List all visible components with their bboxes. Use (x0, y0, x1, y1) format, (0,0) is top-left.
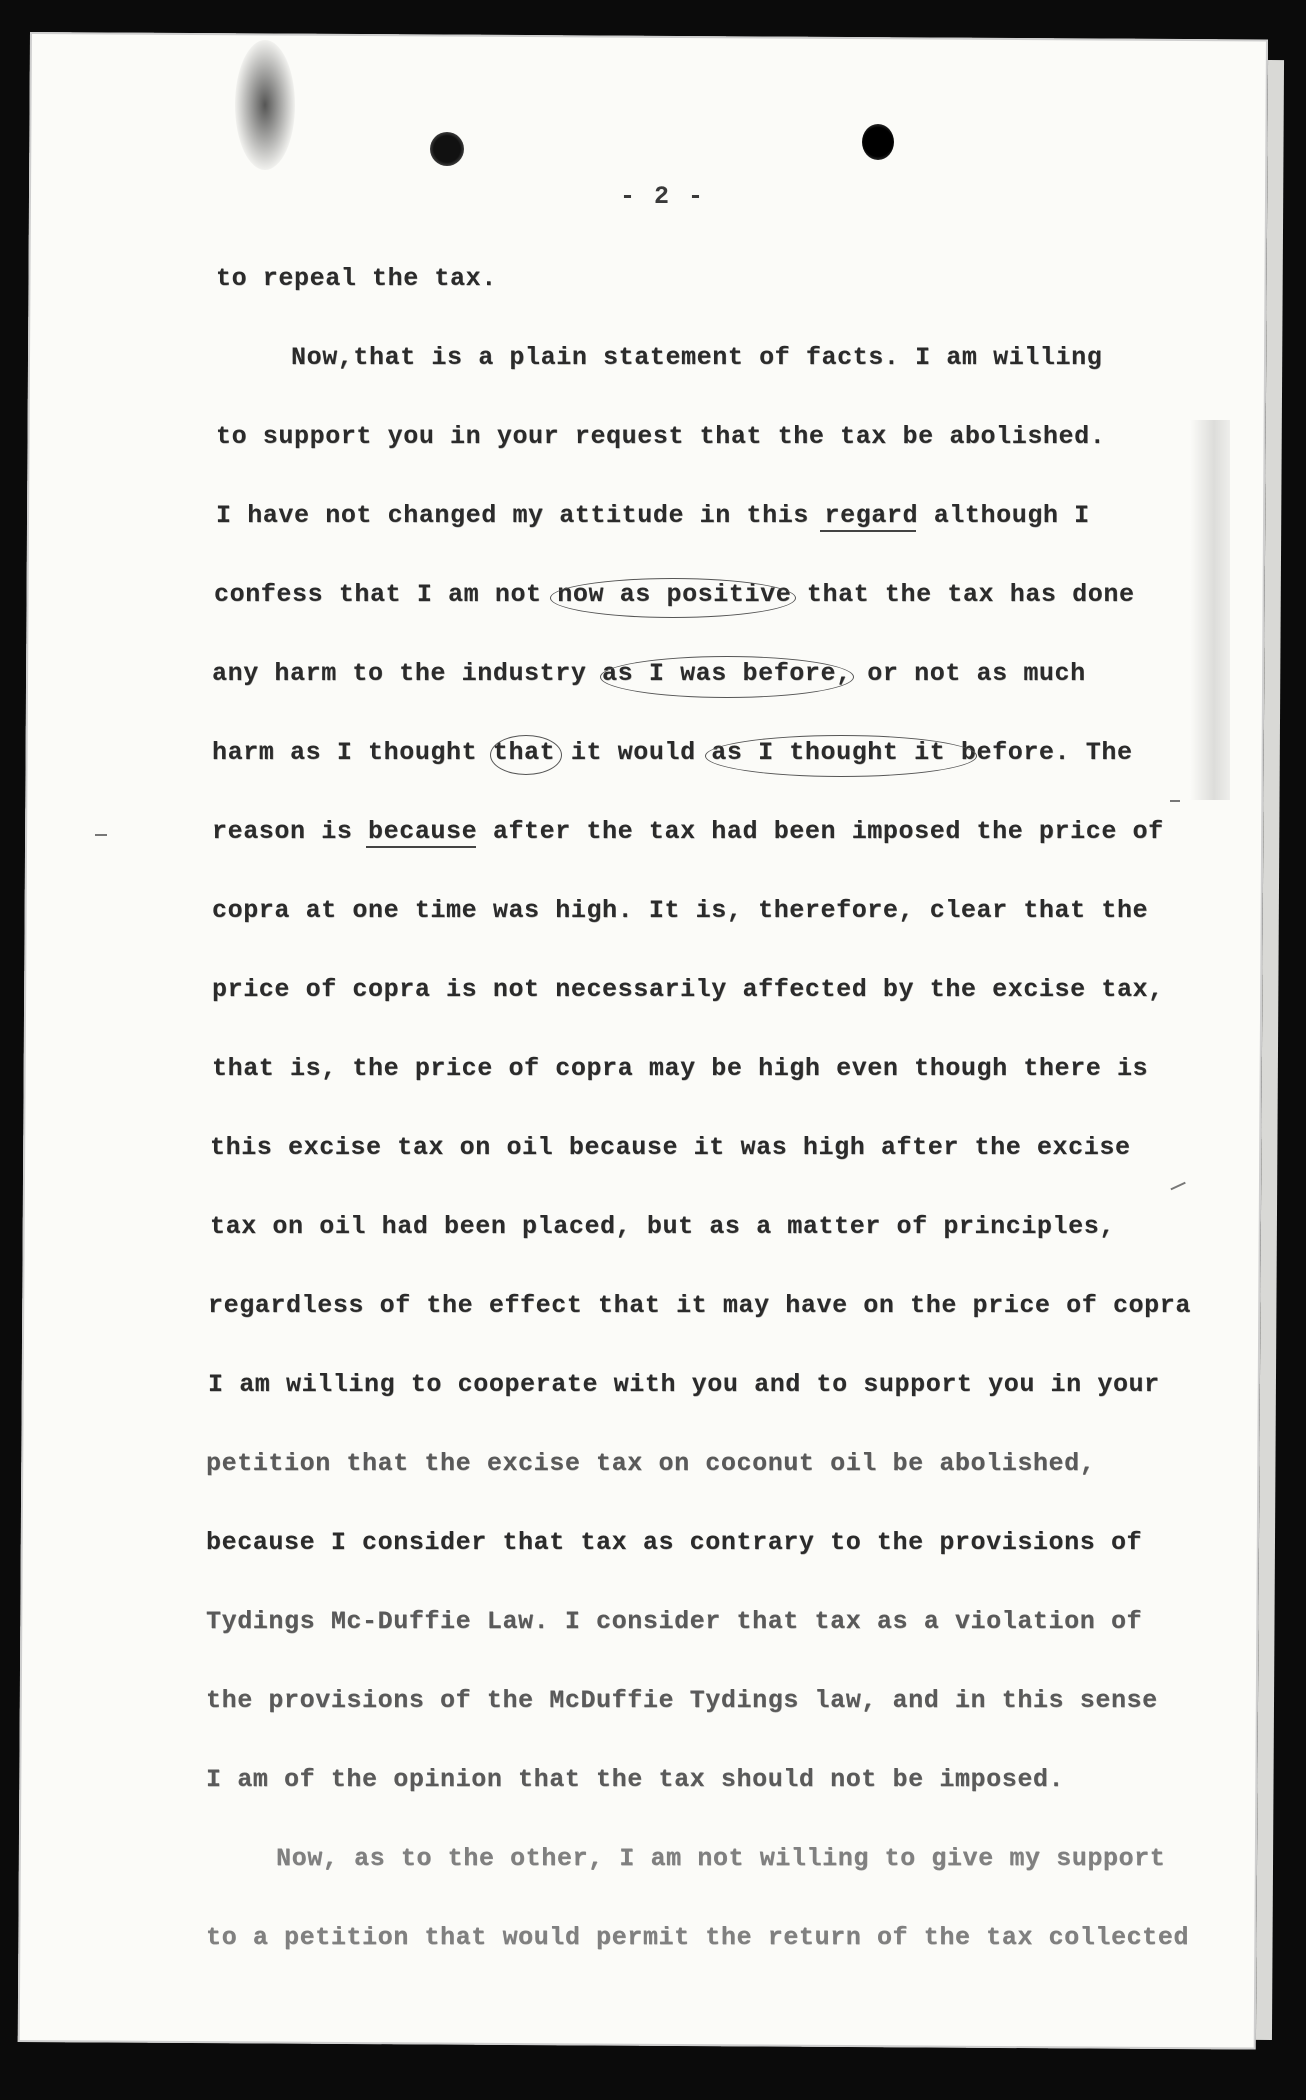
page-number: - 2 - (620, 182, 706, 211)
text-line: petition that the excise tax on coconut oil be abolished, (206, 1449, 1096, 1478)
text-line: the provisions of the McDuffie Tydings law, and in this sense (206, 1686, 1158, 1715)
text-line: confess that I am not now as positive that the tax has done (214, 580, 1135, 609)
text-line: tax on oil had been placed, but as a matter of principles, (210, 1212, 1115, 1241)
text-line: I have not changed my attitude in this regard although I (216, 501, 1090, 530)
underline-mark (366, 846, 476, 848)
ink-circle-mark (600, 656, 854, 698)
text-line: because I consider that tax as contrary to the provisions of (206, 1528, 1143, 1557)
margin-tick (1170, 800, 1180, 802)
text-line: reason is because after the tax had been imposed the price of (212, 817, 1164, 846)
text-line: I am of the opinion that the tax should not be imposed. (206, 1765, 1065, 1794)
text-line: to support you in your request that the tax be abolished. (216, 422, 1106, 451)
underline-mark (820, 530, 916, 532)
text-line: this excise tax on oil because it was high after the excise (210, 1133, 1131, 1162)
text-line: any harm to the industry as I was before, or not as much (212, 659, 1086, 688)
text-line: to a petition that would permit the return of the tax collected (206, 1923, 1189, 1952)
text-line: Tydings Mc-Duffie Law. I consider that tax as a violation of (206, 1607, 1143, 1636)
text-line: harm as I thought that it would as I thought it before. The (212, 738, 1133, 767)
text-line: I am willing to cooperate with you and to support you in your (208, 1370, 1160, 1399)
text-line: regardless of the effect that it may have on the price of copra (208, 1291, 1191, 1320)
ink-circle-mark (705, 735, 977, 777)
text-line: to repeal the tax. (216, 264, 497, 293)
text-line: Now,that is a plain statement of facts. I am willing (291, 343, 1103, 372)
margin-tick (95, 834, 107, 836)
text-line: price of copra is not necessarily affected by the excise tax, (212, 975, 1164, 1004)
text-line: that is, the price of copra may be high even though there is (212, 1054, 1149, 1083)
text-line: copra at one time was high. It is, therefore, clear that the (212, 896, 1149, 925)
text-line: Now, as to the other, I am not willing to give my support (276, 1844, 1166, 1873)
ink-circle-mark (490, 735, 562, 775)
ink-circle-mark (550, 578, 796, 618)
